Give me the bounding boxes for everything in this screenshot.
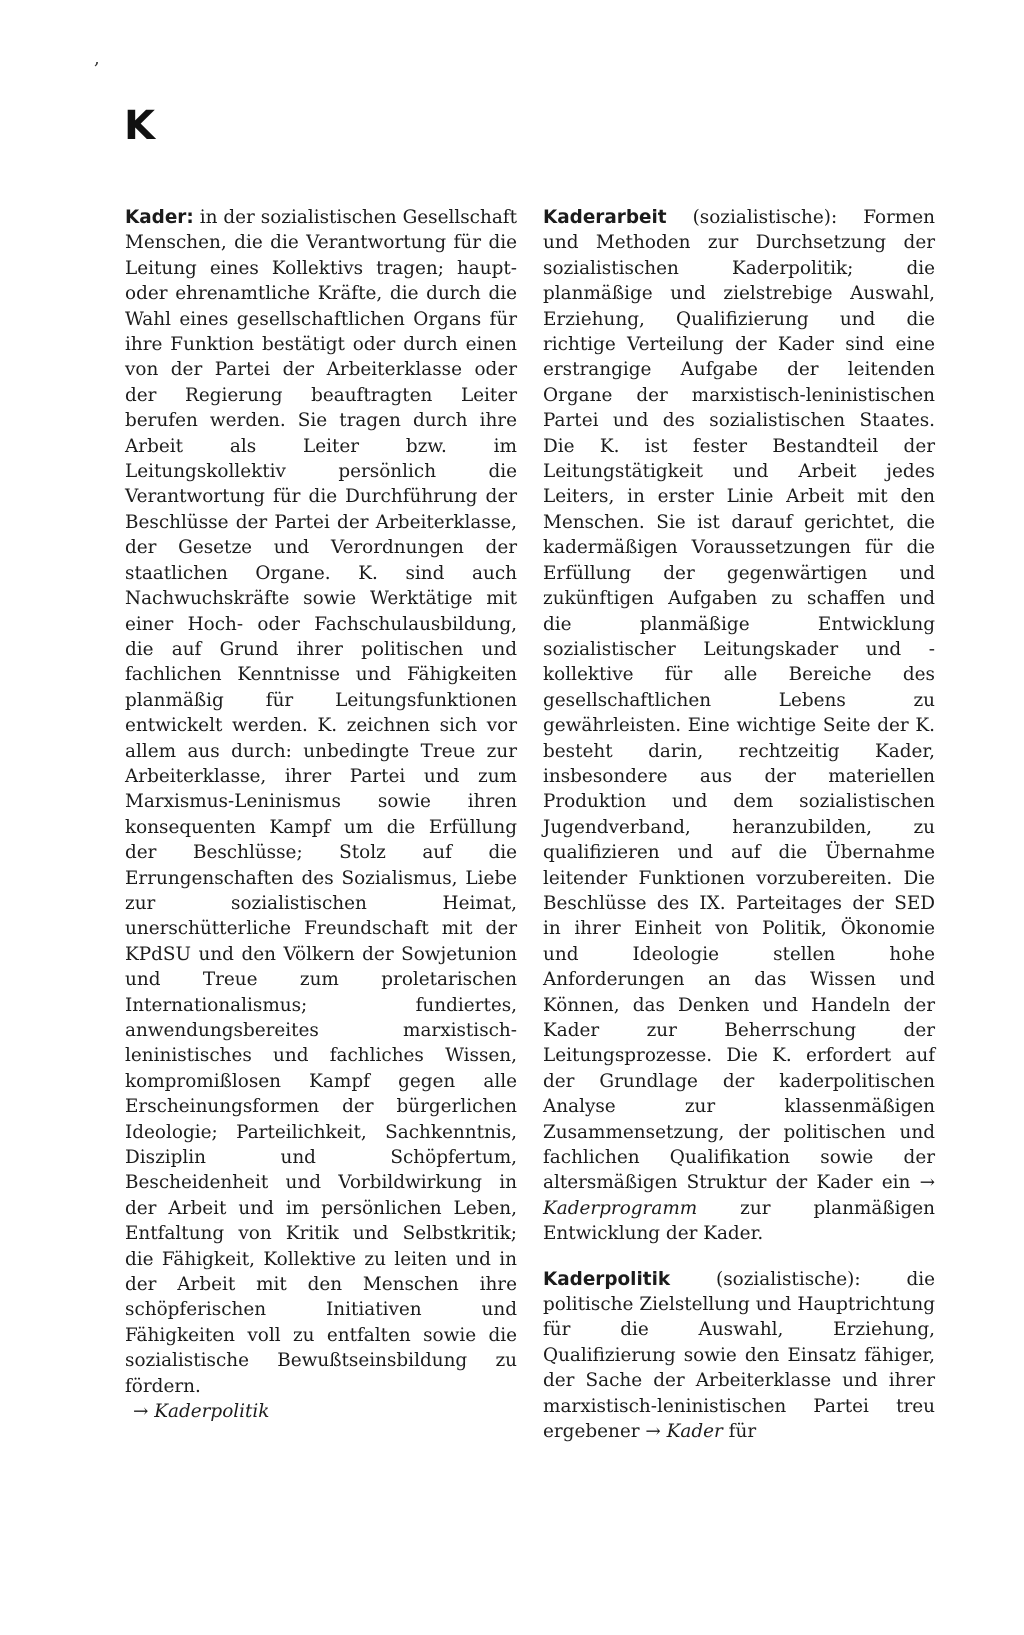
entry-body-kaderpolitik: die politische Zielstellung und Hauptrichtung für die Auswahl, Erziehung, Qualifizierung sowie den Einsatz fähiger, der Sache der Arbeiterklasse und ihrer marxistisch-leninistischen Partei treu ergebener <box>543 1268 935 1443</box>
entry-tail-kaderarbeit: zur planmäßigen Entwicklung der Kader. <box>543 1197 935 1245</box>
entry-kaderpolitik <box>543 1267 935 1445</box>
section-letter: K <box>124 103 155 149</box>
cross-reference-kaderpolitik[interactable] <box>125 1399 517 1424</box>
entry-head-kader: Kader: <box>125 207 194 228</box>
reference-label: Kaderprogramm <box>543 1197 698 1219</box>
reference-label: Kaderpolitik <box>154 1401 270 1423</box>
arrow-icon: → <box>133 1401 149 1423</box>
entry-kader <box>125 205 517 1425</box>
entry-qualifier-kaderarbeit: (sozialistische): <box>692 207 838 228</box>
reference-label: Kader <box>666 1421 723 1443</box>
entry-body-kader: in der sozialistischen Gesellschaft Menschen, die die Verantwortung für die Leitung eines Kollektivs tragen; haupt- oder ehrenamtliche Kräfte, die durch die Wahl eines gesellschaftlichen Organs für ihre Funktion bestätigt oder durch einen von der Partei der Arbeiterklasse oder der Regierung beauftragten Leiter berufen werden. Sie tragen durch ihre Arbeit als Leiter bzw. im Leitungskollektiv persönlich die Verantwortung für die Durchführung der Beschlüsse der Partei der Arbeiterklasse, der Gesetze und Verordnungen der staatlichen Organe. K. sind auch Nachwuchskräfte sowie Werktätige mit einer Hoch- oder Fachschulausbildung, die auf Grund ihrer politischen und fachlichen Kenntnisse und Fähigkeiten planmäßig für Leitungsfunktionen entwickelt werden. K. zeichnen sich vor allem aus durch: unbedingte Treue zur Arbeiterklasse, ihrer Partei und zum Marxismus-Leninismus sowie ihren konsequenten Kampf um die Erfüllung der Beschlüsse; Stolz auf die Errungenschaften des Sozialismus, Liebe zur sozialistischen Heimat, unerschütterliche Freundschaft mit der KPdSU und den Völkern der Sowjetunion und Treue zum proletarischen Internationalismus; fundiertes, anwendungsbereites marxistisch-leninistisches und fachliches Wissen, kompromißlosen Kampf gegen alle Erscheinungsformen der bürgerlichen Ideologie; Parteilichkeit, Sachkenntnis, Disziplin und Schöpfertum, Bescheidenheit und Vorbildwirkung in der Arbeit und im persönlichen Leben, Entfaltung von Kritik und Selbstkritik; die Fähigkeit, Kollektive zu leiten und in der Arbeit mit den Menschen ihre schöpferischen Initiativen und Fähigkeiten voll zu entfalten sowie die sozialistische Bewußtseinsbildung zu fördern. <box>125 207 517 1397</box>
left-column <box>125 205 517 1445</box>
entry-kaderarbeit <box>543 205 935 1247</box>
entry-body-kaderarbeit: Formen und Methoden zur Durchsetzung der sozialistischen Kaderpolitik; die planmäßige und zielstrebige Auswahl, Erziehung, Qualifizierung und die richtige Verteilung der Kader sind eine erstrangige Aufgabe der leitenden Organe der marxistisch-leninistischen Partei und des sozialistischen Staates. Die K. ist fester Bestandteil der Leitungstätigkeit und Arbeit jedes Leiters, in erster Linie Arbeit mit den Menschen. Sie ist darauf gerichtet, die kadermäßigen Voraussetzungen für die Erfüllung der gegenwärtigen und zukünftigen Aufgaben zu schaffen und die planmäßige Entwicklung sozialistischer Leitungskader und -kollektive für alle Bereiche des gesellschaftlichen Lebens zu gewährleisten. Eine wichtige Seite der K. besteht darin, rechtzeitig Kader, insbesondere aus der materiellen Produktion und dem sozialistischen Jugendverband, heranzubilden, zu qualifizieren und auf die Übernahme leitender Funktionen vorzubereiten. Die Beschlüsse des IX. Parteitages der SED in ihrer Einheit von Politik, Ökonomie und Ideologie stellen hohe Anforderungen an das Wissen und Können, das Denken und Handeln der Kader zur Beherrschung der Leitungsprozesse. Die K. erfordert auf der Grundlage der kaderpolitischen Analyse zur klassenmäßigen Zusammensetzung, der politischen und fachlichen Qualifikation sowie der altersmäßigen Struktur der Kader ein <box>543 207 935 1194</box>
right-column <box>543 205 935 1465</box>
corner-mark: , <box>94 48 100 69</box>
entry-qualifier-kaderpolitik: (sozialistische): <box>716 1268 861 1290</box>
arrow-icon: → <box>919 1172 935 1194</box>
entry-head-kaderpolitik: Kaderpolitik <box>543 1268 671 1290</box>
arrow-icon: → <box>645 1421 661 1443</box>
cross-reference-kader[interactable] <box>645 1421 722 1442</box>
entry-tail-kaderpolitik: für <box>728 1421 757 1443</box>
entry-head-kaderarbeit: Kaderarbeit <box>543 207 667 228</box>
